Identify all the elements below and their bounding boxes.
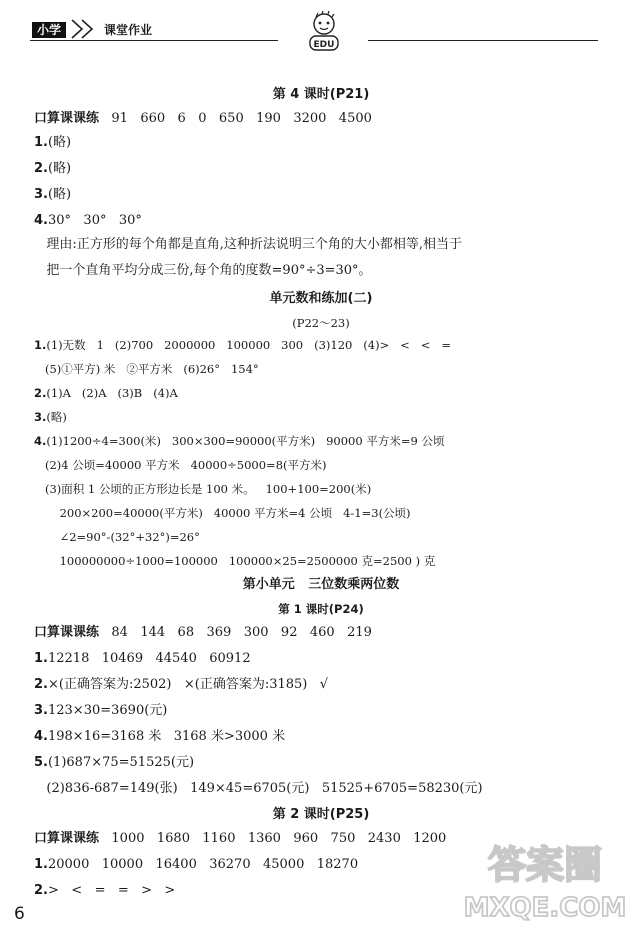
header-rule-left [30, 40, 278, 41]
answer-line [34, 336, 451, 354]
svg-text:EDU: EDU [313, 40, 335, 50]
section-heading: (P22～23) [292, 316, 350, 330]
section-heading: 第小单元 三位数乘两位数 [242, 577, 400, 592]
answer-text: 198×16=3168 米 3168 米>3000 米 [47, 729, 286, 744]
answer-line [34, 384, 178, 402]
answer-line [34, 830, 446, 848]
answer-text: ×(正确答案为:2502) ×(正确答案为:3185) √ [47, 677, 329, 692]
answer-line: (2)836-687=149(张) 149×45=6705(元) 51525+6705=58230(元) [34, 781, 483, 796]
answer-line [34, 702, 167, 720]
answer-line [34, 624, 372, 642]
item-number: 1. [34, 651, 48, 666]
answer-line [34, 186, 71, 204]
answer-text: 12218 10469 44540 60912 [47, 651, 251, 666]
answer-text: (1)无数 1 (2)700 2000000 100000 300 (3)120 (4)> < < = [46, 338, 452, 352]
answer-text: 91 660 6 0 650 190 3200 4500 [99, 111, 372, 126]
answer-text: 123×30=3690(元) [47, 703, 168, 718]
section-heading: 第 1 课时(P24) [278, 602, 364, 616]
answer-text: 20000 10000 16400 36270 45000 18270 [47, 857, 359, 872]
section-heading: 第 4 课时(P21) [272, 87, 370, 102]
answer-line [34, 212, 142, 230]
item-number: 1. [34, 338, 47, 352]
answer-line [34, 432, 444, 450]
item-number: 3. [34, 410, 47, 424]
item-number: 1. [34, 135, 48, 150]
item-number: 口算课课练 [34, 831, 100, 846]
answer-line: (5)①平方) 米 ②平方米 (6)26° 154° [34, 362, 259, 376]
answer-line [34, 856, 358, 874]
answer-line [34, 650, 251, 668]
answer-line [34, 882, 175, 900]
answer-text: (1)1200÷4=300(米) 300×300=90000(平方米) 90000 平方米=9 公顷 [46, 434, 445, 448]
answer-line [34, 110, 372, 128]
answer-text: (1)687×75=51525(元) [47, 755, 195, 770]
answer-text: (略) [47, 161, 72, 176]
item-number: 4. [34, 729, 48, 744]
svg-text:答案圈: 答案圈 [487, 843, 603, 887]
answer-line: (3)面积 1 公顷的正方形边长是 100 米。 100+100=200(米) [34, 482, 372, 496]
answer-line [34, 754, 194, 772]
answer-line: (2)4 公顷=40000 平方米 40000÷5000=8(平方米) [34, 458, 327, 472]
item-number: 2. [34, 161, 48, 176]
answer-line: 把一个直角平均分成三份,每个角的度数=90°÷3=30°。 [34, 263, 372, 278]
answer-text: 1000 1680 1160 1360 960 750 2430 1200 [99, 831, 447, 846]
item-number: 口算课课练 [34, 625, 100, 640]
item-number: 2. [34, 386, 47, 400]
answer-line [34, 160, 71, 178]
section-heading: 第 2 课时(P25) [272, 807, 370, 822]
item-number: 2. [34, 677, 48, 692]
item-number: 4. [34, 213, 48, 228]
item-number: 2. [34, 883, 48, 898]
mascot-logo-icon [302, 10, 346, 54]
answer-text: (略) [46, 410, 67, 424]
answer-line [34, 408, 67, 426]
answer-line [34, 728, 285, 746]
answer-text: 30° 30° 30° [47, 213, 142, 228]
answer-text: (略) [47, 187, 72, 202]
answer-text: (略) [47, 135, 72, 150]
answer-text: > < = = > > [47, 883, 176, 898]
answer-line: 200×200=40000(平方米) 40000 平方米=4 公顷 4-1=3(公顷) [34, 506, 411, 520]
svg-text:MXQE.COM: MXQE.COM [463, 893, 627, 923]
section-heading: 单元数和练加(二) [269, 291, 373, 306]
answer-line: 100000000÷1000=100000 100000×25=2500000 克=2500 ) 克 [34, 554, 436, 568]
header-subtitle: 课堂作业 [104, 23, 153, 37]
answer-line: ∠2=90°-(32°+32°)=26° [34, 530, 200, 544]
watermark-logo-icon [456, 836, 634, 924]
header-rule-right [368, 40, 598, 41]
item-number: 口算课课练 [34, 111, 100, 126]
page-number: 6 [14, 904, 25, 924]
double-chevron-icon [70, 18, 100, 40]
item-number: 5. [34, 755, 48, 770]
answer-text: (1)A (2)A (3)B (4)A [46, 386, 178, 400]
answer-line [34, 134, 71, 152]
item-number: 3. [34, 187, 48, 202]
answer-text: 84 144 68 369 300 92 460 219 [99, 625, 372, 640]
item-number: 4. [34, 434, 47, 448]
answer-line: 理由:正方形的每个角都是直角,这种折法说明三个角的大小都相等,相当于 [34, 237, 463, 252]
page-header [0, 0, 642, 60]
item-number: 3. [34, 703, 48, 718]
header-tag: 小学 [32, 22, 66, 38]
item-number: 1. [34, 857, 48, 872]
answer-line [34, 676, 328, 694]
